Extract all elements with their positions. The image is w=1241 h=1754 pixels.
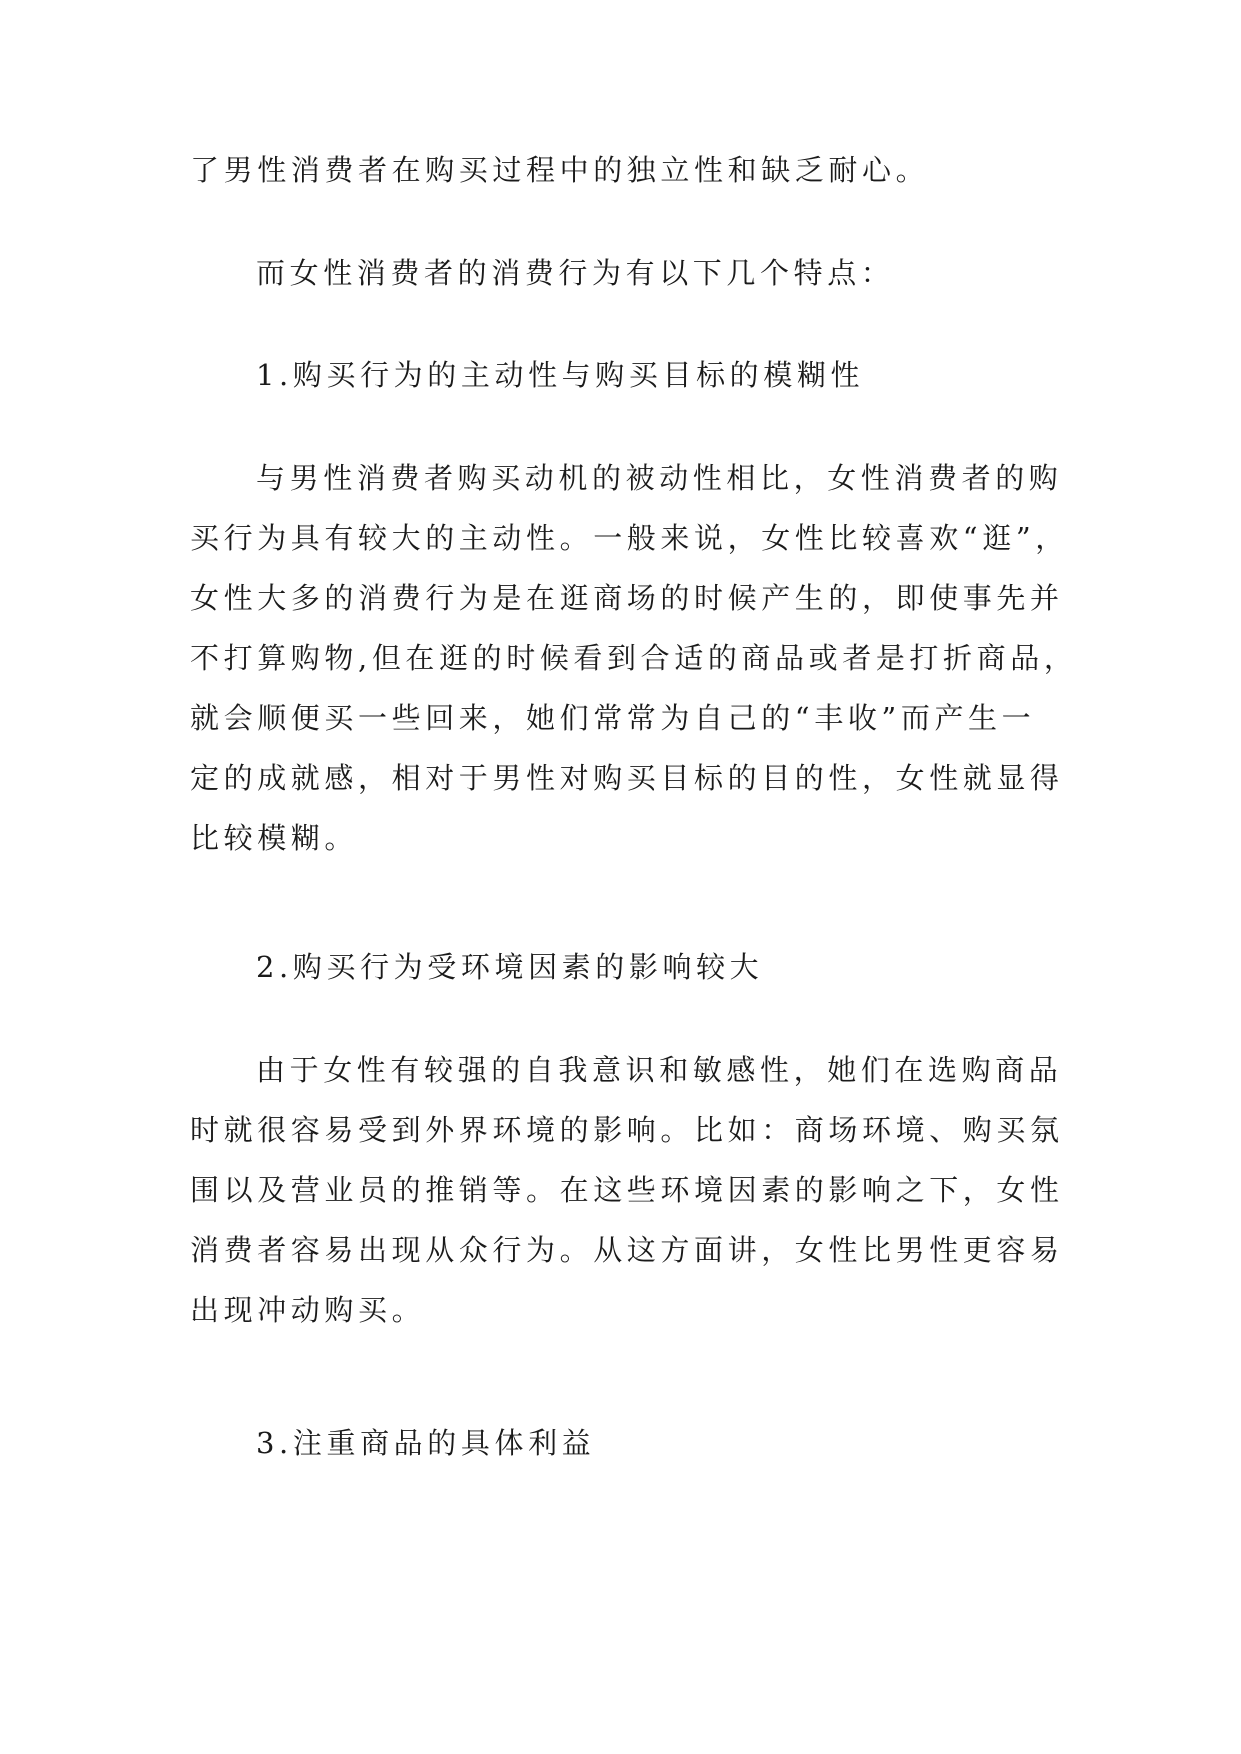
text-line: 就会顺便买一些回来，她们常常为自己的“丰收”而产生一	[190, 701, 1036, 735]
text-line: 而女性消费者的消费行为有以下几个特点：	[256, 256, 895, 290]
text-line: 女性大多的消费行为是在逛商场的时候产生的，即使事先并	[190, 581, 1064, 615]
paragraph-section-1	[190, 448, 1078, 868]
text-line: 买行为具有较大的主动性。一般来说，女性比较喜欢“逛”，	[190, 521, 1069, 555]
text-line: 了男性消费者在购买过程中的独立性和缺乏耐心。	[190, 153, 930, 187]
text-line: 时就很容易受到外界环境的影响。比如：商场环境、购买氛	[190, 1113, 1064, 1147]
paragraph-continuation	[190, 140, 1050, 200]
text-line: 消费者容易出现从众行为。从这方面讲，女性比男性更容易	[190, 1233, 1064, 1267]
text-line: 比较模糊。	[190, 821, 359, 855]
text-line: 不打算购物,但在逛的时候看到合适的商品或者是打折商品，	[190, 641, 1078, 675]
text-line: 与男性消费者购买动机的被动性相比，女性消费者的购	[256, 461, 1063, 495]
text-line: 定的成就感，相对于男性对购买目标的目的性，女性就显得	[190, 761, 1064, 795]
paragraph-intro	[256, 243, 1116, 303]
text-line: 2.购买行为受环境因素的影响较大	[256, 950, 764, 984]
text-line: 围以及营业员的推销等。在这些环境因素的影响之下，女性	[190, 1173, 1064, 1207]
section-heading-1	[256, 345, 1116, 405]
text-line: 出现冲动购买。	[190, 1293, 426, 1327]
text-line: 由于女性有较强的自我意识和敏感性，她们在选购商品	[256, 1053, 1063, 1087]
section-heading-2	[256, 937, 1116, 997]
text-line: 1.购买行为的主动性与购买目标的模糊性	[256, 358, 865, 392]
text-line: 3.注重商品的具体利益	[256, 1426, 596, 1460]
paragraph-section-2	[190, 1040, 1064, 1340]
section-heading-3	[256, 1413, 1116, 1473]
